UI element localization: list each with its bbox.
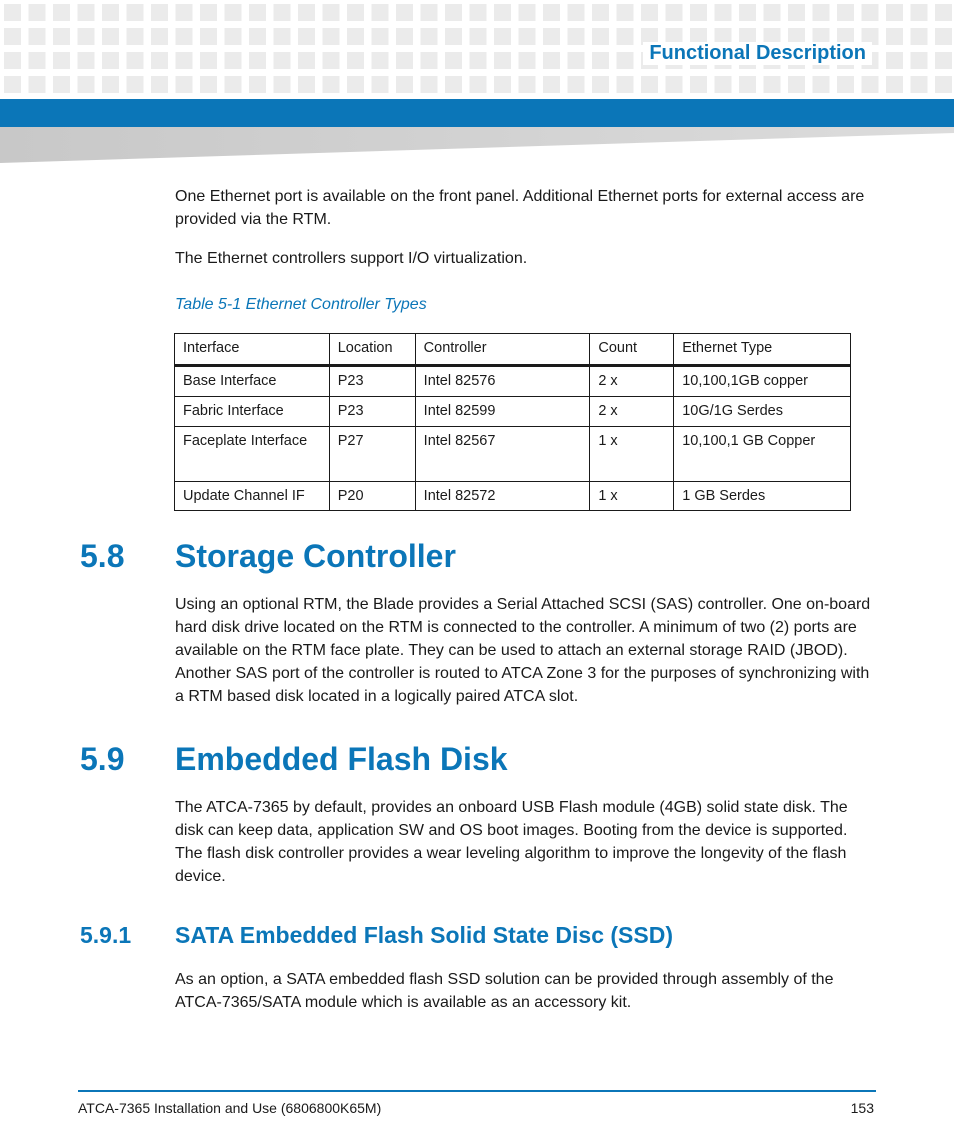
header-tile (494, 52, 511, 69)
section-5-9-1-number: 5.9.1 (80, 922, 132, 948)
header-tile (176, 76, 193, 93)
header-tile (127, 4, 144, 21)
column-header: Location (329, 334, 415, 366)
header-tile (886, 52, 903, 69)
header-tile (176, 28, 193, 45)
header-tile (519, 76, 536, 93)
header-tile (739, 4, 756, 21)
header-tile (543, 4, 560, 21)
header-tile (347, 28, 364, 45)
header-tile (323, 4, 340, 21)
header-tile (53, 76, 70, 93)
table-cell: Intel 82576 (415, 366, 590, 397)
header-tile (592, 52, 609, 69)
header-tile (421, 76, 438, 93)
section-5-9-body: The ATCA-7365 by default, provides an onboard USB Flash module (4GB) solid state disk. The disk can keep data, application SW and OS boot images. Booting from the device is supported. The flash disk controller provides a wear leveling algorithm to improve the longevity of the flash device. (175, 799, 848, 885)
header-tile (788, 76, 805, 93)
table-header-row (175, 334, 851, 366)
header-tile (592, 4, 609, 21)
section-5-8-number: 5.8 (80, 538, 125, 574)
header-tile (470, 4, 487, 21)
header-tile (347, 52, 364, 69)
table-cell: P23 (329, 397, 415, 427)
header-tile (519, 4, 536, 21)
table-cell: Intel 82572 (415, 482, 590, 511)
table-cell: 10,100,1 GB Copper (674, 427, 851, 482)
header-tile (690, 4, 707, 21)
header-tile (249, 52, 266, 69)
header-tile (53, 4, 70, 21)
header-tile (911, 28, 928, 45)
header-tile (568, 4, 585, 21)
header-tile (641, 4, 658, 21)
table-cell: Intel 82567 (415, 427, 590, 482)
header-tile (298, 76, 315, 93)
header-tile (29, 28, 46, 45)
header-tile (274, 4, 291, 21)
header-tile (225, 52, 242, 69)
header-tile (837, 76, 854, 93)
header-tile (225, 28, 242, 45)
header-tile (4, 4, 21, 21)
header-tile (568, 52, 585, 69)
section-5-9-title: Embedded Flash Disk (175, 741, 508, 777)
header-tile (666, 4, 683, 21)
header-tile (764, 76, 781, 93)
header-grey-band (0, 127, 954, 163)
header-tile (249, 4, 266, 21)
section-5-8-body: Using an optional RTM, the Blade provides a Serial Attached SCSI (SAS) controller. One on-board hard disk drive located on the RTM is connected to the controller. A minimum of two (2) ports are available on the RTM face plate. They can be used to attach an external storage RAID (JBOD). Another SAS port of the controller is routed to ATCA Zone 3 for the purposes of synchronizing with a RTM based disk located in a logically paired ATCA slot. (175, 596, 871, 705)
header-tile (568, 28, 585, 45)
header-tile (543, 76, 560, 93)
header-tile (935, 28, 952, 45)
header-tile (274, 28, 291, 45)
header-tile (568, 76, 585, 93)
table-cell: Intel 82599 (415, 397, 590, 427)
header-tile (127, 28, 144, 45)
table-cell: Faceplate Interface (175, 427, 330, 482)
section-5-9-1-body: As an option, a SATA embedded flash SSD solution can be provided through assembly of the ATCA-7365/SATA module which is available as an accessory kit. (175, 971, 834, 1011)
header-tile (470, 28, 487, 45)
table-cell: P27 (329, 427, 415, 482)
header-tile (935, 52, 952, 69)
header-tile (372, 76, 389, 93)
header-tile (249, 76, 266, 93)
header-tile (200, 4, 217, 21)
table-row (175, 482, 851, 511)
header-tile (935, 4, 952, 21)
header-tile (421, 4, 438, 21)
header-tile (445, 76, 462, 93)
header-tile (813, 4, 830, 21)
header-tile (29, 76, 46, 93)
header-tile (837, 4, 854, 21)
header-tile (617, 52, 634, 69)
footer-document-title: ATCA-7365 Installation and Use (6806800K65M) (78, 1100, 382, 1116)
header-blue-band (0, 99, 954, 127)
header-tile (200, 52, 217, 69)
header-tile (274, 52, 291, 69)
header-tile (421, 28, 438, 45)
header-tile (4, 76, 21, 93)
header-tile (53, 28, 70, 45)
header-tile (862, 4, 879, 21)
header-tile (298, 28, 315, 45)
header-tile (4, 52, 21, 69)
header-tile (715, 4, 732, 21)
table-caption: Table 5-1 Ethernet Controller Types (175, 296, 427, 313)
header-tile (421, 52, 438, 69)
header-tile (274, 76, 291, 93)
intro-paragraph-2: The Ethernet controllers support I/O virtualization. (175, 250, 528, 267)
header-tile (29, 4, 46, 21)
header-tile (617, 28, 634, 45)
table-cell: 10,100,1GB copper (674, 366, 851, 397)
header-tile (519, 28, 536, 45)
header-tile (494, 28, 511, 45)
table-row (175, 366, 851, 397)
header-tile (617, 76, 634, 93)
header-tile (78, 28, 95, 45)
ethernet-controller-table (174, 333, 851, 511)
header-tile (592, 76, 609, 93)
column-header: Count (590, 334, 674, 366)
header-tile (470, 52, 487, 69)
header-tile (102, 52, 119, 69)
section-5-9-1-title: SATA Embedded Flash Solid State Disc (SSD) (175, 922, 673, 948)
table-cell: 1 x (590, 482, 674, 511)
header-tile (323, 52, 340, 69)
column-header: Interface (175, 334, 330, 366)
header-tile (127, 76, 144, 93)
header-tile (788, 4, 805, 21)
table-cell: P23 (329, 366, 415, 397)
table-cell: 1 x (590, 427, 674, 482)
header-tile (494, 76, 511, 93)
header-tile (592, 28, 609, 45)
column-header: Ethernet Type (674, 334, 851, 366)
table-cell: 2 x (590, 366, 674, 397)
footer-page-number: 153 (850, 1100, 874, 1116)
header-tile (886, 76, 903, 93)
header-tile (53, 52, 70, 69)
header-tile (323, 76, 340, 93)
header-tile (543, 28, 560, 45)
header-tile (323, 28, 340, 45)
header-tile (886, 4, 903, 21)
header-tile (78, 4, 95, 21)
header-tile (396, 4, 413, 21)
header-tile (445, 28, 462, 45)
header-tile (151, 52, 168, 69)
header-tile (225, 4, 242, 21)
footer-rule (78, 1090, 876, 1092)
header-tile (886, 28, 903, 45)
header-tile (176, 4, 193, 21)
header-tile (935, 76, 952, 93)
header-tile (151, 76, 168, 93)
section-5-9-number: 5.9 (80, 741, 125, 777)
header-tile (470, 76, 487, 93)
header-tile (102, 28, 119, 45)
header-tile (4, 28, 21, 45)
header-tile (396, 76, 413, 93)
header-tile (911, 52, 928, 69)
table-cell: 2 x (590, 397, 674, 427)
table-cell: Update Channel IF (175, 482, 330, 511)
header-tile (372, 4, 389, 21)
header-tile (29, 52, 46, 69)
header-tile (445, 52, 462, 69)
header-tile (372, 52, 389, 69)
header-tile (715, 76, 732, 93)
header-tile (666, 76, 683, 93)
header-tile (102, 4, 119, 21)
header-tile (200, 76, 217, 93)
table-cell: Fabric Interface (175, 397, 330, 427)
header-tile (249, 28, 266, 45)
header-tile (176, 52, 193, 69)
table-cell: 1 GB Serdes (674, 482, 851, 511)
header-tile (347, 4, 364, 21)
header-tile (862, 76, 879, 93)
intro-paragraph-1: One Ethernet port is available on the front panel. Additional Ethernet ports for external access are provided via the RTM. (175, 188, 865, 228)
table-cell: P20 (329, 482, 415, 511)
header-tile (445, 4, 462, 21)
header-tile (347, 76, 364, 93)
table-cell: Base Interface (175, 366, 330, 397)
running-header-title: Functional Description (643, 42, 872, 65)
header-tile (372, 28, 389, 45)
header-tile (617, 4, 634, 21)
header-tile (519, 52, 536, 69)
header-tile (764, 4, 781, 21)
header-tile (78, 76, 95, 93)
header-tile (127, 52, 144, 69)
header-tile (739, 76, 756, 93)
table-row (175, 427, 851, 482)
section-5-8-title: Storage Controller (175, 538, 456, 574)
table-row (175, 397, 851, 427)
header-tile (151, 4, 168, 21)
header-tile (151, 28, 168, 45)
header-tile (641, 76, 658, 93)
header-tile (911, 76, 928, 93)
table-cell: 10G/1G Serdes (674, 397, 851, 427)
column-header: Controller (415, 334, 590, 366)
header-tile (543, 52, 560, 69)
header-tile (225, 76, 242, 93)
header-tile (200, 28, 217, 45)
header-tile (911, 4, 928, 21)
header-tile (494, 4, 511, 21)
header-tile (298, 52, 315, 69)
header-tile (813, 76, 830, 93)
header-tile (396, 28, 413, 45)
header-tile (78, 52, 95, 69)
header-tile (298, 4, 315, 21)
header-tile (396, 52, 413, 69)
header-tile (102, 76, 119, 93)
header-tile (690, 76, 707, 93)
